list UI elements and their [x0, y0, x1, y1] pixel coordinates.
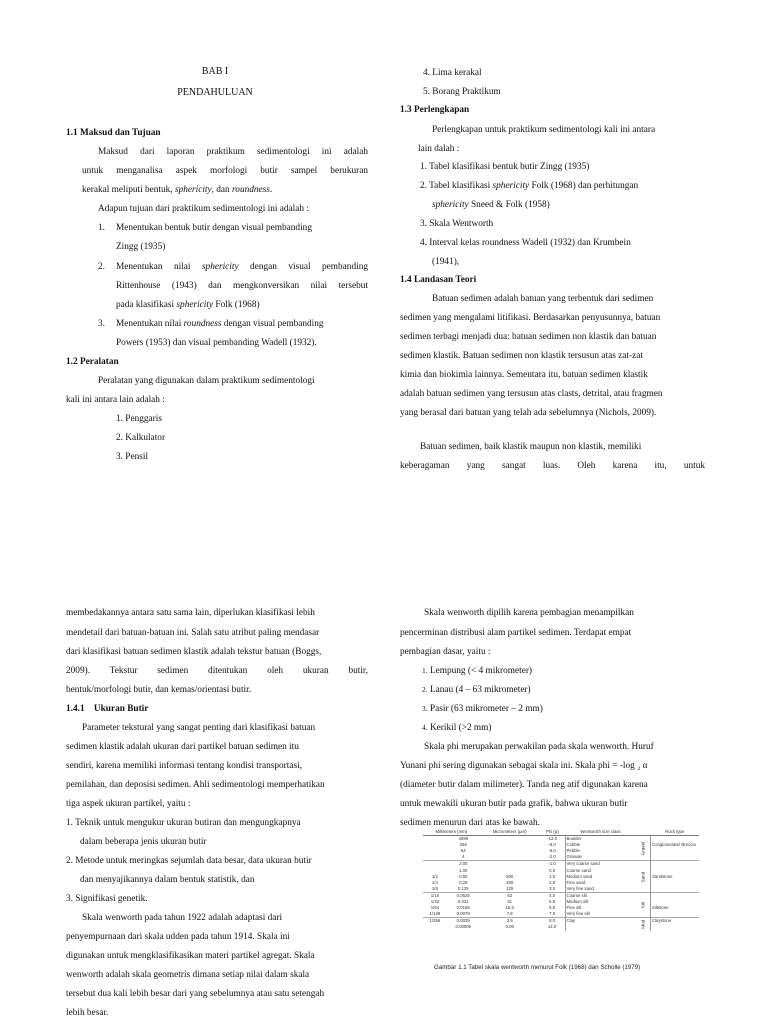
table-cell: 1/256 — [423, 918, 447, 925]
table-cell — [423, 836, 447, 843]
lb-line3: dari klasifikasi batuan sedimen klastik adalah tekstur batuan (Boggs, — [66, 647, 322, 657]
aspek-1-line1: 1. Teknik untuk mengukur ukuran butiran dan mengungkapnya — [66, 818, 301, 828]
s14-line3: sedimen terbagi menjadi dua: batuan sedimen non klastik dan batuan — [400, 332, 657, 342]
wenworth-line6: lebih besar. — [66, 1008, 109, 1018]
table-cell — [423, 924, 447, 930]
group-label: Mud — [636, 918, 650, 931]
wentworth-table — [423, 829, 699, 931]
rb-line3: pembagian dasar, yaitu : — [400, 647, 491, 657]
table-cell: 1/128 — [429, 911, 441, 917]
table-cell: 1.0 — [549, 873, 556, 879]
section-1-2-heading: 1.2 Peralatan — [66, 357, 119, 367]
table-cell: Granule — [565, 854, 636, 861]
phi-line2: Yunani phi sering digunakan sebagai skala ini. Skala phi = -log ₂ α — [400, 761, 648, 771]
s12-p-line2: kali ini antara lain adalah : — [66, 395, 165, 405]
table-cell: 0.0156 — [456, 905, 470, 911]
pembagian-item-4: 4. Kerikil (>2 mm) — [422, 723, 492, 733]
section-1-3-heading: 1.3 Perlengkapan — [400, 105, 470, 115]
table-cell: 0.031 — [457, 899, 469, 905]
section-1-1-heading: 1.1 Maksud dan Tujuan — [66, 128, 161, 138]
table-cell: 0.00006 — [455, 924, 472, 930]
tujuan-3-line1: Menentukan nilai roundness dengan visual pembanding — [116, 319, 324, 329]
rock-type-cell — [651, 911, 700, 918]
peralatan-item-2: 2. Kalkulator — [116, 433, 166, 443]
table-cell: 0.0078 — [456, 911, 470, 917]
table-cell: Medium silt — [565, 899, 636, 905]
s14b-line1: Batuan sedimen, baik klastik maupun non klastik, memiliki — [420, 442, 642, 452]
table-cell: 4.0 — [540, 892, 565, 899]
s12-p-line1: Peralatan yang digunakan dalam praktikum sedimentologi — [98, 376, 315, 386]
tujuan-2-line3: pada klasifikasi sphericity Folk (1968) — [116, 300, 260, 310]
table-cell — [480, 854, 540, 861]
table-cell: 64 — [460, 848, 466, 854]
table-cell — [423, 854, 447, 861]
table-cell: 15.6 — [505, 905, 514, 911]
table-cell: Fine sand — [565, 880, 636, 886]
table-cell: 7.0 — [549, 911, 556, 917]
header-phi: Phi (φ) — [540, 829, 565, 836]
perlengkapan-1: 1. Tabel klasifikasi bentuk butir Zingg (1935) — [420, 162, 590, 172]
aspek-1-line2: dalam beberapa jenis ukuran butir — [80, 837, 207, 847]
wenworth-line4: wenworth adalah skala geometris dimana setiap nilai dalam skala — [66, 970, 310, 980]
s13-p-line2: lain dalah : — [418, 144, 460, 154]
table-cell: Coarse sand — [565, 868, 636, 874]
group-label: Silt — [636, 892, 650, 917]
table-cell: 0.125 — [457, 885, 469, 891]
rock-type-cell — [651, 854, 700, 861]
s11-p1-line1: Maksud dari laporan praktikum sedimentologi ini adalah — [98, 147, 368, 157]
table-cell: 3.9 — [480, 918, 540, 925]
table-cell: Very coarse sand — [565, 861, 636, 868]
table-cell: 3.0 — [549, 885, 556, 891]
table-cell: 500 — [506, 873, 514, 879]
pembagian-item-1: 1. Lempung (< 4 mikrometer) — [422, 666, 533, 676]
figure-caption: Gambar 1.1 Tabel skala wentworth menurut Folk (1968) dan Scholle (1979) — [434, 964, 641, 971]
table-cell: Very fine silt — [565, 911, 636, 918]
table-cell: 0.0625 — [447, 892, 480, 899]
s14-line1: Batuan sedimen adalah batuan yang terbentuk dari sedimen — [432, 294, 654, 304]
alat-item-4: 4. Lima kerakal — [423, 68, 482, 78]
lb-para-line4: pemilahan, dan deposisi sedimen. Ahli sedimentologi memperhatikan — [66, 780, 325, 790]
table-cell: -1.0 — [540, 861, 565, 868]
tujuan-2-line1: Menentukan nilai sphericity dengan visual pembanding — [116, 262, 368, 272]
table-cell: 0.50 — [459, 873, 468, 879]
table-cell: Medium sand — [565, 874, 636, 880]
aspek-2-line2: dan menyajikannya dalam bentuk statistik, dan — [80, 875, 255, 885]
phi-line5: sedimen menurun dari atas ke bawah. — [400, 818, 540, 828]
table-cell: 2.00 — [447, 861, 480, 868]
table-cell: 31 — [507, 899, 513, 905]
table-cell: Clay — [565, 918, 636, 925]
perlengkapan-3: 3. Skala Wentworth — [420, 219, 494, 229]
table-cell: Coarse silt — [565, 892, 636, 899]
table-cell: 6.0 — [549, 905, 556, 911]
table-cell: 125 — [506, 885, 514, 891]
tujuan-3-line2: Powers (1953) dan visual pembanding Wadell (1932). — [116, 338, 317, 348]
table-cell: -2.0 — [548, 854, 556, 860]
rb-line2: pencerminan distribusi alam partikel sedimen. Terdapat empat — [400, 628, 632, 638]
s14-line2: sedimen yang mengalami litifikasi. Berdasarkan penyusunnya, batuan — [400, 313, 661, 323]
lb-para-line1: Parameter tekstural yang sangat penting dari klasifikasi batuan — [82, 723, 316, 733]
tujuan-1-line2: Zingg (1935) — [116, 242, 166, 252]
rock-type-cell — [651, 924, 700, 930]
group-label: Sand — [636, 861, 650, 892]
table-cell: 256 — [459, 842, 467, 848]
phi-line1: Skala phi merupakan perwakilan pada skala wenworth. Huruf — [424, 742, 654, 752]
header-group — [636, 829, 650, 836]
rock-type-cell: Claystone — [651, 918, 700, 925]
table-row — [423, 886, 699, 893]
rock-type-cell: Sandstone — [651, 874, 700, 880]
tujuan-2-number: 2. — [98, 262, 105, 272]
tujuan-1-number: 1. — [98, 223, 105, 233]
s11-p2: Adapun tujuan dari praktikum sedimentologi ini adalah : — [98, 204, 309, 214]
table-row — [423, 836, 699, 843]
table-row — [423, 854, 699, 861]
s14b-line2: keberagaman yang sangat luas. Oleh karena itu, untuk — [400, 461, 705, 471]
wenworth-line3: digunakan untuk mengklasifikasikan materi partikel agregat. Skala — [66, 951, 315, 961]
table-cell: 1/2 — [431, 873, 438, 879]
lb-para-line5: tiga aspek ukuran partikel, yaitu : — [66, 799, 191, 809]
table-cell — [565, 924, 636, 930]
rock-type-cell — [651, 836, 700, 843]
pembagian-item-3: 3. Pasir (63 mikrometer – 2 mm) — [422, 704, 543, 714]
tujuan-3-number: 3. — [98, 319, 105, 329]
lb-line4: 2009). Tekstur sedimen ditentukan oleh ukuran butir, — [66, 666, 368, 676]
table-cell: -12.0 — [547, 836, 558, 842]
table-cell: 1/4 — [431, 879, 438, 885]
aspek-2-line1: 2. Metode untuk meringkas sejumlah data besar, data ukuran butir — [66, 856, 312, 866]
table-cell: 63 — [480, 892, 540, 899]
table-cell: Cobble — [565, 842, 636, 848]
table-cell: 0.0039 — [447, 918, 480, 925]
rock-type-cell: Conglomerate/ Breccia — [651, 842, 700, 848]
lb-line2: mendetail dari batuan-batuan ini. Salah satu atribut paling mendasar — [66, 628, 320, 638]
table-cell: Very fine sand — [565, 886, 636, 893]
chapter-number: BAB I — [201, 66, 229, 77]
s14-line4: sedimen klastik. Batuan sedimen non klastik tersusun atas zat-zat — [400, 351, 643, 361]
table-cell: 4096 — [458, 836, 469, 842]
table-cell: Boulder — [565, 836, 636, 843]
lb-para-line3: sendiri, karena memiliki informasi tentang kondisi transportasi, — [66, 761, 302, 771]
table-cell — [423, 861, 447, 868]
pembagian-item-2: 2. Lanau (4 – 63 mikrometer) — [422, 685, 531, 695]
table-cell: 2.0 — [549, 879, 556, 885]
perlengkapan-2: 2. Tabel klasifikasi sphericity Folk (1968) dan perhitungan — [420, 181, 639, 191]
rock-type-cell — [651, 892, 700, 899]
header-um: Micrometers (µm) — [480, 829, 540, 836]
alat-item-5: 5. Borang Praktikum — [423, 87, 501, 97]
table-cell: 5.0 — [549, 899, 556, 905]
aspek-3: 3. Signifikasi genetik. — [66, 894, 148, 904]
lb-line5: bentuk/morfologi butir, dan kemas/orientasi butir. — [66, 685, 252, 695]
wenworth-line5: tersebut dua kali lebih besar dari yang sebelumnya atau satu setengah — [66, 989, 325, 999]
table-cell: 0.0 — [549, 867, 556, 873]
table-cell: Fine silt — [565, 905, 636, 911]
table-cell: 1/64 — [430, 905, 440, 911]
table-cell: 1/16 — [423, 892, 447, 899]
table-row — [423, 861, 699, 868]
lb-para-line2: sedimen klastik adalah ukuran dari partikel batuan sedimen itu — [66, 742, 299, 752]
header-size-class: Wentworth size class — [565, 829, 636, 836]
table-cell: 7.8 — [506, 911, 513, 917]
table-cell — [480, 861, 540, 868]
group-label: Gravel — [640, 841, 646, 856]
phi-line3: (diameter butir dalam milimeter). Tanda neg atif digunakan karena — [400, 780, 648, 790]
header-mm: Millimeters (mm) — [423, 829, 480, 836]
lb-line1: membedakannya antara satu sama lain, diperlukan klasifikasi lebih — [66, 608, 315, 618]
tujuan-1-line1: Menentukan bentuk butir dengan visual pembanding — [116, 223, 312, 233]
wenworth-line2: penyempurnaan dari skala udden pada tahun 1914. Skala ini — [66, 932, 290, 942]
table-cell: 8.0 — [540, 918, 565, 925]
wenworth-line1: Skala wenworth pada tahun 1922 adalah adaptasi dari — [82, 913, 283, 923]
rock-type-cell: Siltstone — [651, 905, 700, 911]
rock-type-cell — [651, 886, 700, 893]
peralatan-item-1: 1. Penggaris — [116, 414, 162, 424]
phi-line4: untuk mewakili ukuran butir pada grafik, bahwa ukuran butir — [400, 799, 628, 809]
tujuan-2-line2: Rittenhouse (1943) dan mengkonversikan nilai tersebut — [116, 281, 368, 291]
peralatan-item-3: 3. Pensil — [116, 452, 149, 462]
s13-p-line1: Perlengkapan untuk praktikum sedimentologi kali ini antara — [432, 125, 656, 135]
table-cell: 0.06 — [505, 924, 514, 930]
section-1-4-1-heading: 1.4.1 Ukuran Butir — [66, 704, 149, 714]
s14-line7: yang berasal dari batuan yang telah ada sebelumnya (Nichols, 2009). — [400, 408, 657, 418]
table-cell: -6.0 — [548, 848, 556, 854]
table-row — [423, 918, 699, 925]
table-cell: -8.0 — [548, 842, 556, 848]
table-row — [423, 892, 699, 899]
chapter-title: PENDAHULUAN — [177, 87, 253, 98]
table-cell: 4 — [462, 854, 465, 860]
table-row — [423, 911, 699, 918]
table-cell: 1/32 — [430, 899, 440, 905]
perlengkapan-2-cont: sphericity Sneed & Folk (1958) — [432, 200, 550, 210]
section-1-4-heading: 1.4 Landasan Teori — [400, 275, 477, 285]
table-cell: 1/8 — [431, 885, 438, 891]
table-cell: 0.25 — [459, 879, 468, 885]
s11-p1-line2: untuk menganalisa aspek morfologi butir sampel berukuran — [82, 166, 368, 176]
perlengkapan-4: 4. Interval kelas roundness Wadell (1932) dan Krumbein — [420, 238, 631, 248]
header-rock-type: Rock type — [651, 829, 700, 836]
s14-line5: kimia dan biokimia lainnya. Sementara itu, batuan sedimen klastik — [400, 370, 648, 380]
s14-line6: adalah batuan sedimen yang tersusun atas clasts, detrital, atau fragmen — [400, 389, 663, 399]
s11-p1-line3: kerakal meliputi bentuk, sphericity, dan roundness. — [82, 185, 273, 195]
rb-line1: Skala wenworth dipilih karena pembagian menampilkan — [424, 608, 634, 618]
perlengkapan-4-cont: (1941), — [432, 257, 460, 267]
rock-type-cell — [651, 861, 700, 868]
table-cell: 14.0 — [547, 924, 557, 930]
table-cell: 1.00 — [459, 867, 468, 873]
table-row — [423, 924, 699, 930]
table-cell: Pebble — [565, 848, 636, 854]
table-cell — [480, 836, 540, 843]
table-cell: 250 — [506, 879, 514, 885]
